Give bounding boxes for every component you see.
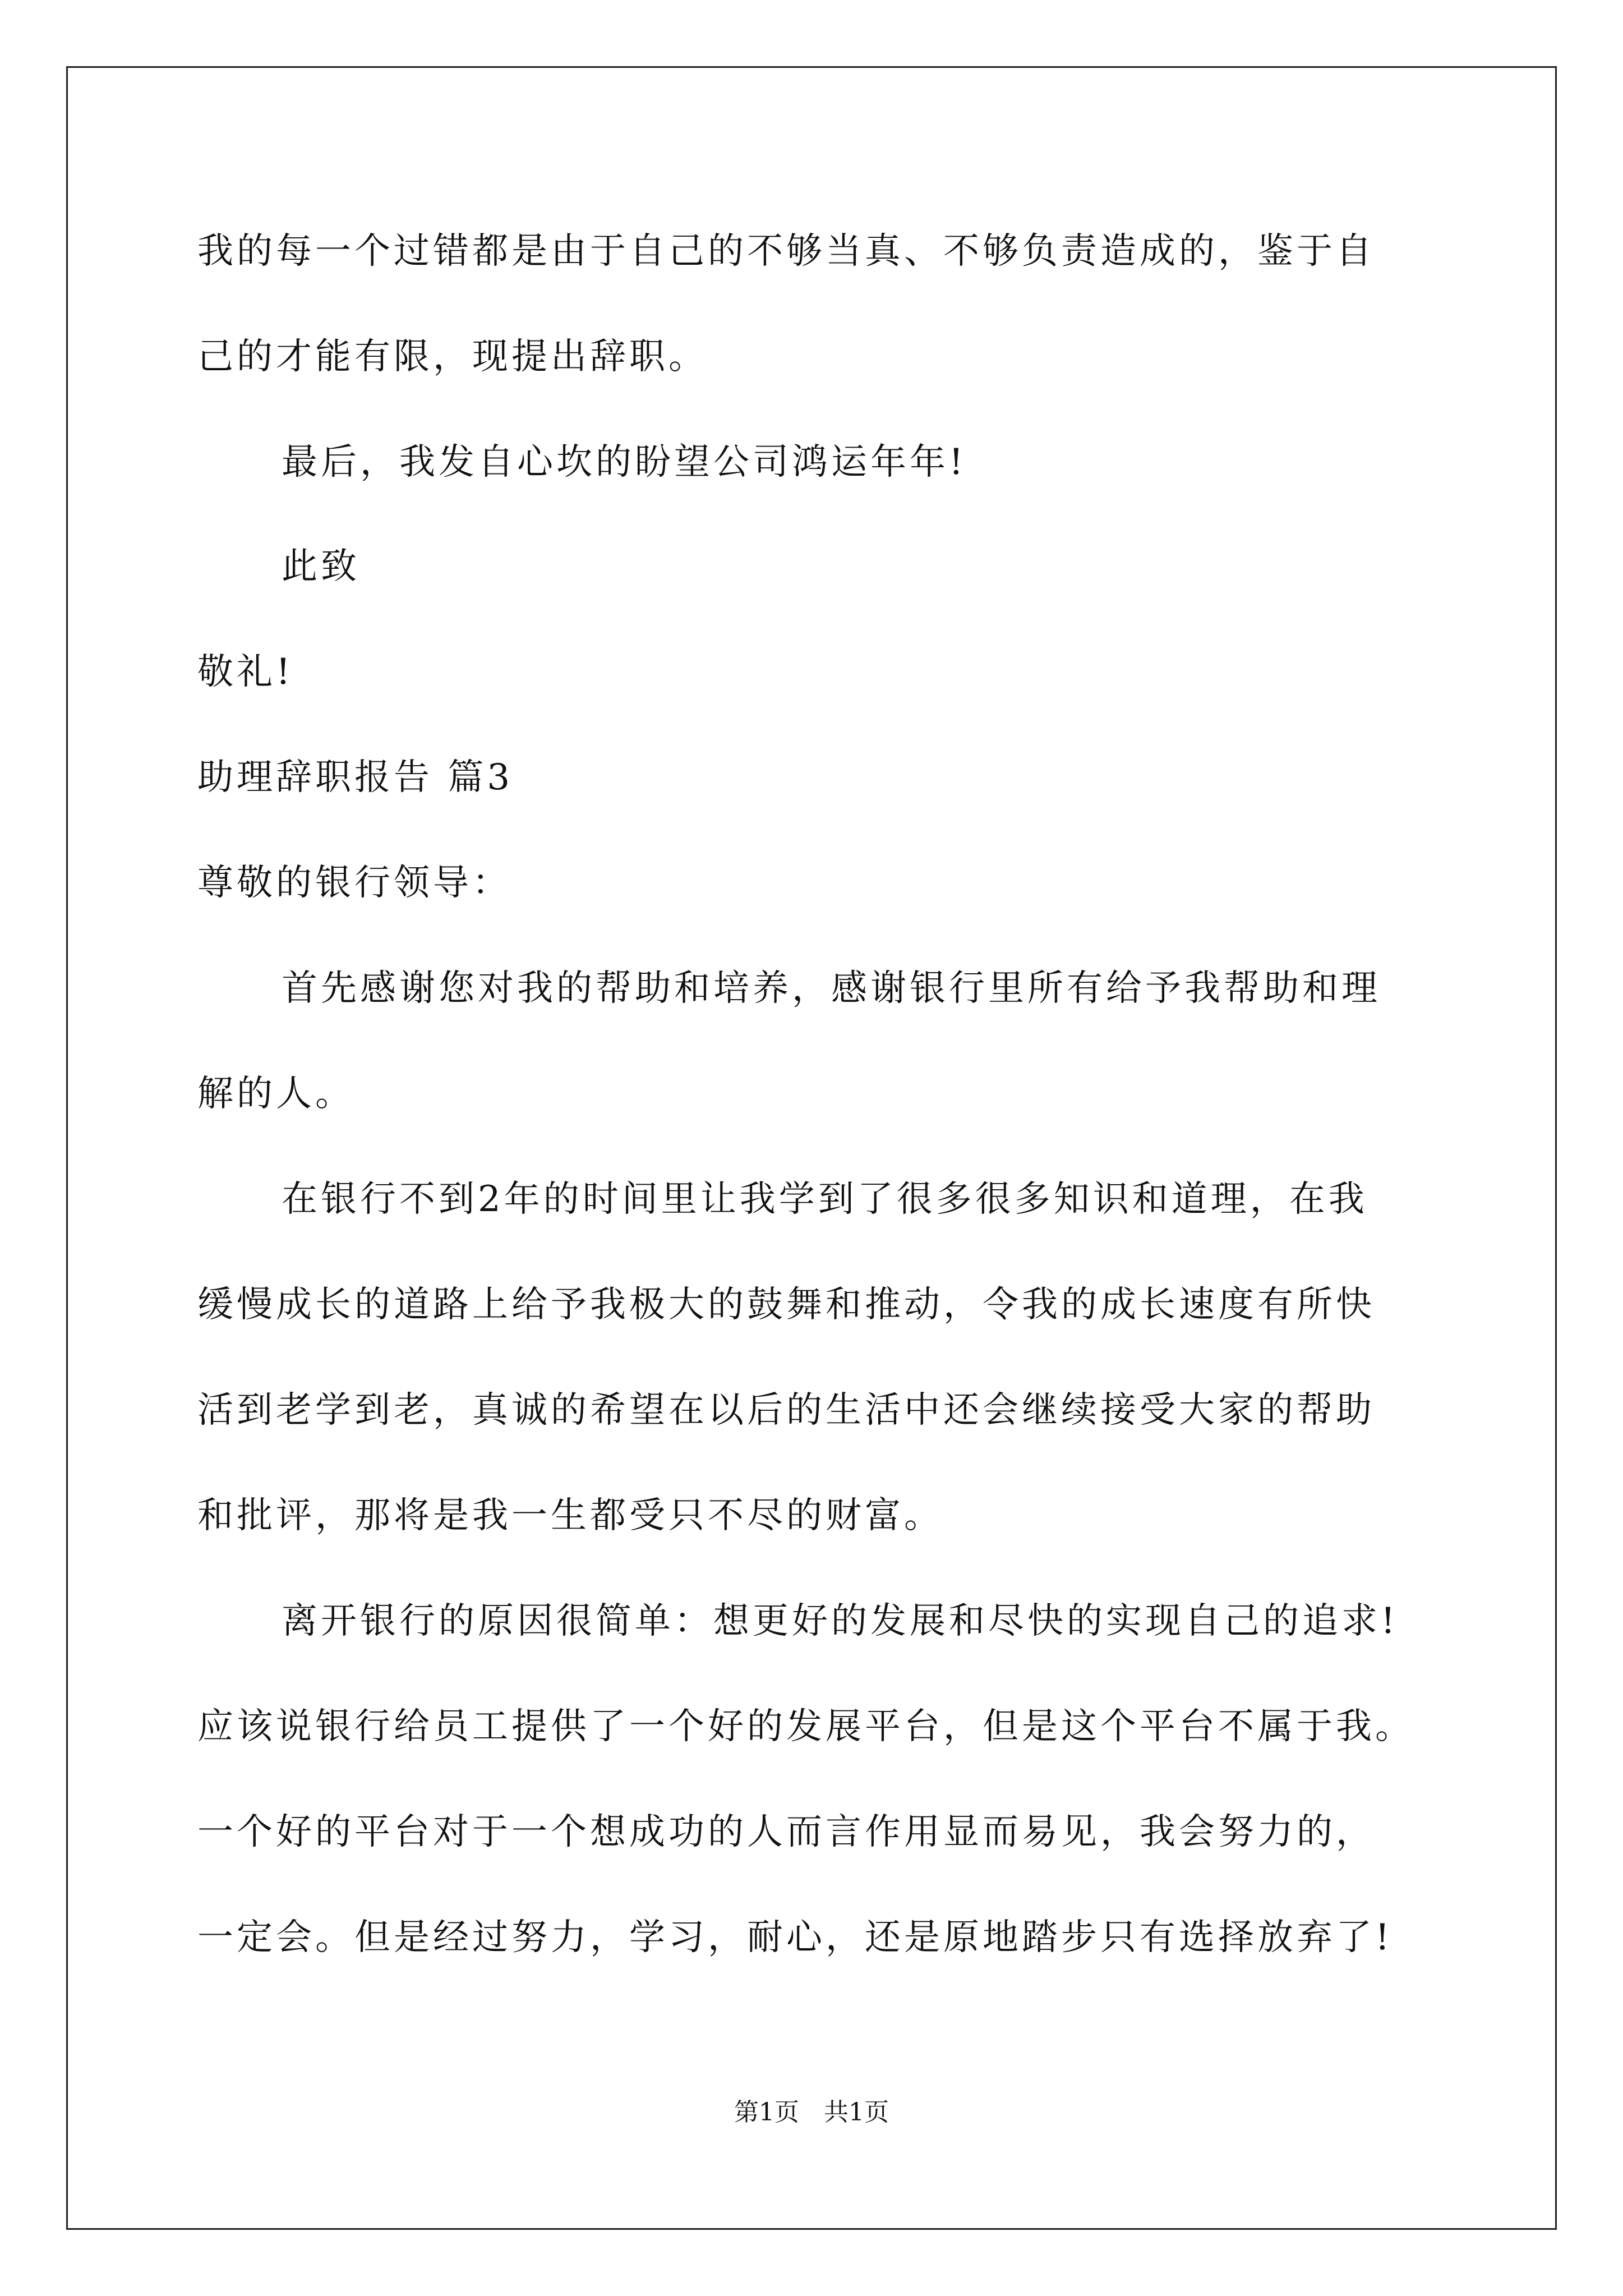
paragraph-line: 离开银行的原因很简单：想更好的发展和尽快的实现自己的追求! xyxy=(282,1600,1399,1642)
paragraph-line: 我的每一个过错都是由于自己的不够当真、不够负责造成的，鉴于自 xyxy=(197,231,1375,272)
greeting: 尊敬的银行领导： xyxy=(197,862,511,904)
paragraph-line: 一定会。但是经过努力，学习，耐心，还是原地踏步只有选择放弃了! xyxy=(197,1917,1393,1958)
page-number-footer: 第1页 共1页 xyxy=(734,2098,889,2127)
paragraph-line: 己的才能有限，现提出辞职。 xyxy=(197,336,708,378)
paragraph-line: 解的人。 xyxy=(197,1073,354,1115)
closing-salutation: 此致 xyxy=(282,546,360,587)
paragraph-line: 一个好的平台对于一个想成功的人而言作用显而易见，我会努力的， xyxy=(197,1811,1375,1853)
paragraph-line: 活到老学到老，真诚的希望在以后的生活中还会继续接受大家的帮助 xyxy=(197,1389,1375,1431)
paragraph-line: 首先感谢您对我的帮助和培养，感谢银行里所有给予我帮助和理 xyxy=(282,968,1381,1009)
page-border xyxy=(66,66,1557,2230)
paragraph-line: 应该说银行给员工提供了一个好的发展平台，但是这个平台不属于我。 xyxy=(197,1706,1414,1747)
section-heading: 助理辞职报告 篇3 xyxy=(197,757,514,798)
paragraph-line: 和批评，那将是我一生都受只不尽的财富。 xyxy=(197,1495,943,1536)
paragraph-line: 在银行不到2年的时间里让我学到了很多很多知识和道理，在我 xyxy=(282,1179,1368,1220)
paragraph-line: 缓慢成长的道路上给予我极大的鼓舞和推动，令我的成长速度有所快 xyxy=(197,1284,1375,1326)
paragraph-line: 最后，我发自心坎的盼望公司鸿运年年! xyxy=(282,441,967,483)
closing-regards: 敬礼! xyxy=(197,651,294,693)
